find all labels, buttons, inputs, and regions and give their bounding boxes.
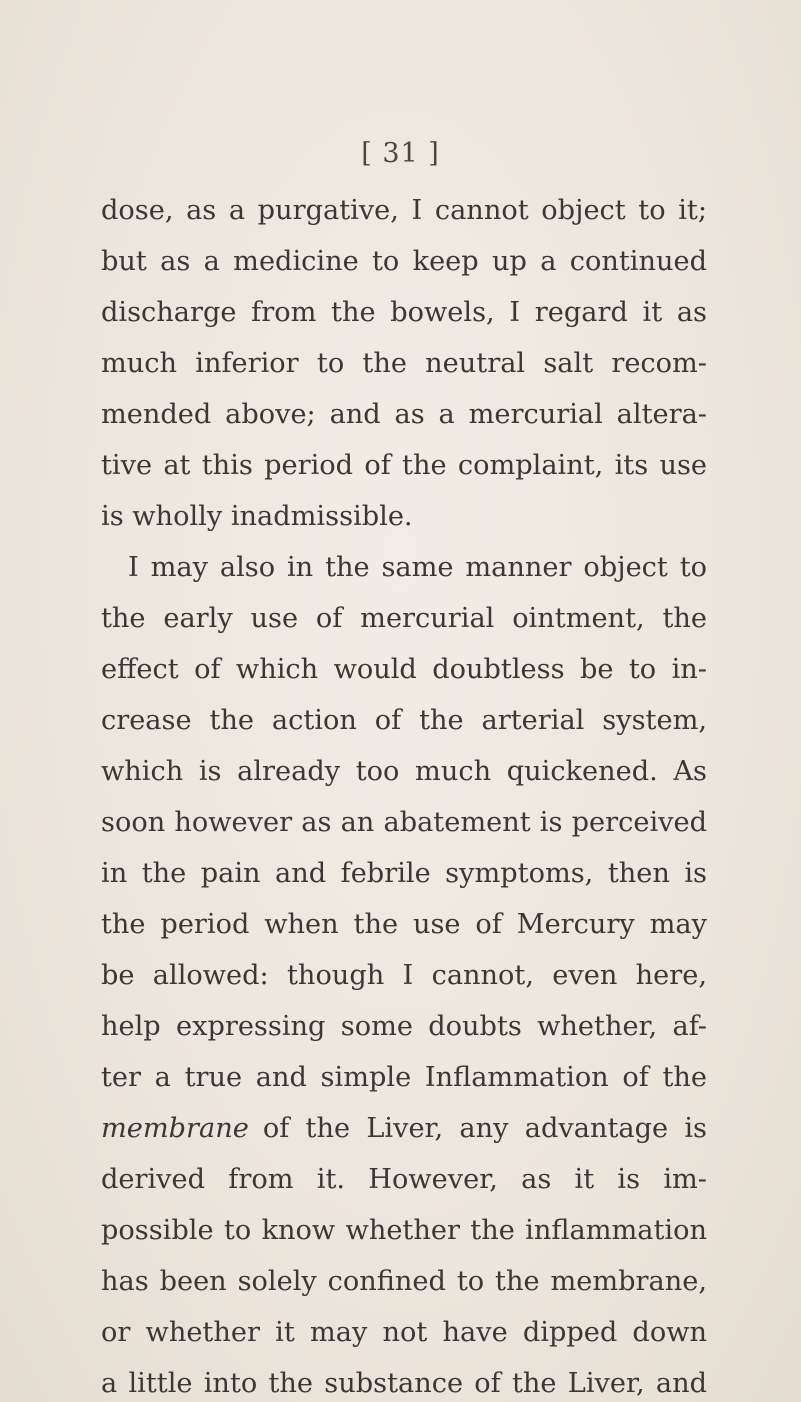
text-line-10: effect of which would doubtless be to in-	[101, 654, 707, 685]
text-line-20: derived from it. However, as it is im-	[101, 1164, 707, 1195]
text-line-3: discharge from the bowels, I regard it as	[101, 297, 707, 328]
text-line-23: or whether it may not have dipped down	[101, 1317, 707, 1348]
text-line-1: dose, as a purgative, I cannot object to it;	[101, 195, 707, 226]
text-line-19	[101, 1111, 707, 1147]
text-line-24: a little into the substance of the Liver, and	[101, 1368, 707, 1399]
text-line-4: much inferior to the neutral salt recom-	[101, 348, 707, 379]
text-line-19-rest: of the Liver, any advantage is	[262, 1113, 707, 1144]
text-line-6: tive at this period of the complaint, its use	[101, 450, 707, 481]
text-line-16: be allowed: though I cannot, even here,	[101, 960, 707, 991]
text-line-13: soon however as an abatement is perceived	[101, 807, 707, 838]
text-line-11: crease the action of the arterial system,	[101, 705, 707, 736]
text-line-17: help expressing some doubts whether, af-	[101, 1011, 707, 1042]
text-line-5: mended above; and as a mercurial altera-	[101, 399, 707, 430]
text-line-8: I may also in the same manner object to	[128, 552, 707, 583]
text-line-15: the period when the use of Mercury may	[101, 909, 707, 940]
page-number: [ 31 ]	[361, 138, 440, 169]
text-line-9: the early use of mercurial ointment, the	[101, 603, 707, 634]
text-line-2: but as a medicine to keep up a continued	[101, 246, 707, 277]
text-line-7: is wholly inadmissible.	[101, 501, 413, 532]
text-line-18: ter a true and simple Inflammation of the	[101, 1062, 707, 1093]
text-line-21: possible to know whether the inflammation	[101, 1215, 707, 1246]
text-line-14: in the pain and febrile symptoms, then is	[101, 858, 707, 889]
text-line-22: has been solely confined to the membrane,	[101, 1266, 707, 1297]
italic-word-membrane: membrane	[101, 1113, 249, 1144]
text-line-12: which is already too much quickened. As	[101, 756, 707, 787]
